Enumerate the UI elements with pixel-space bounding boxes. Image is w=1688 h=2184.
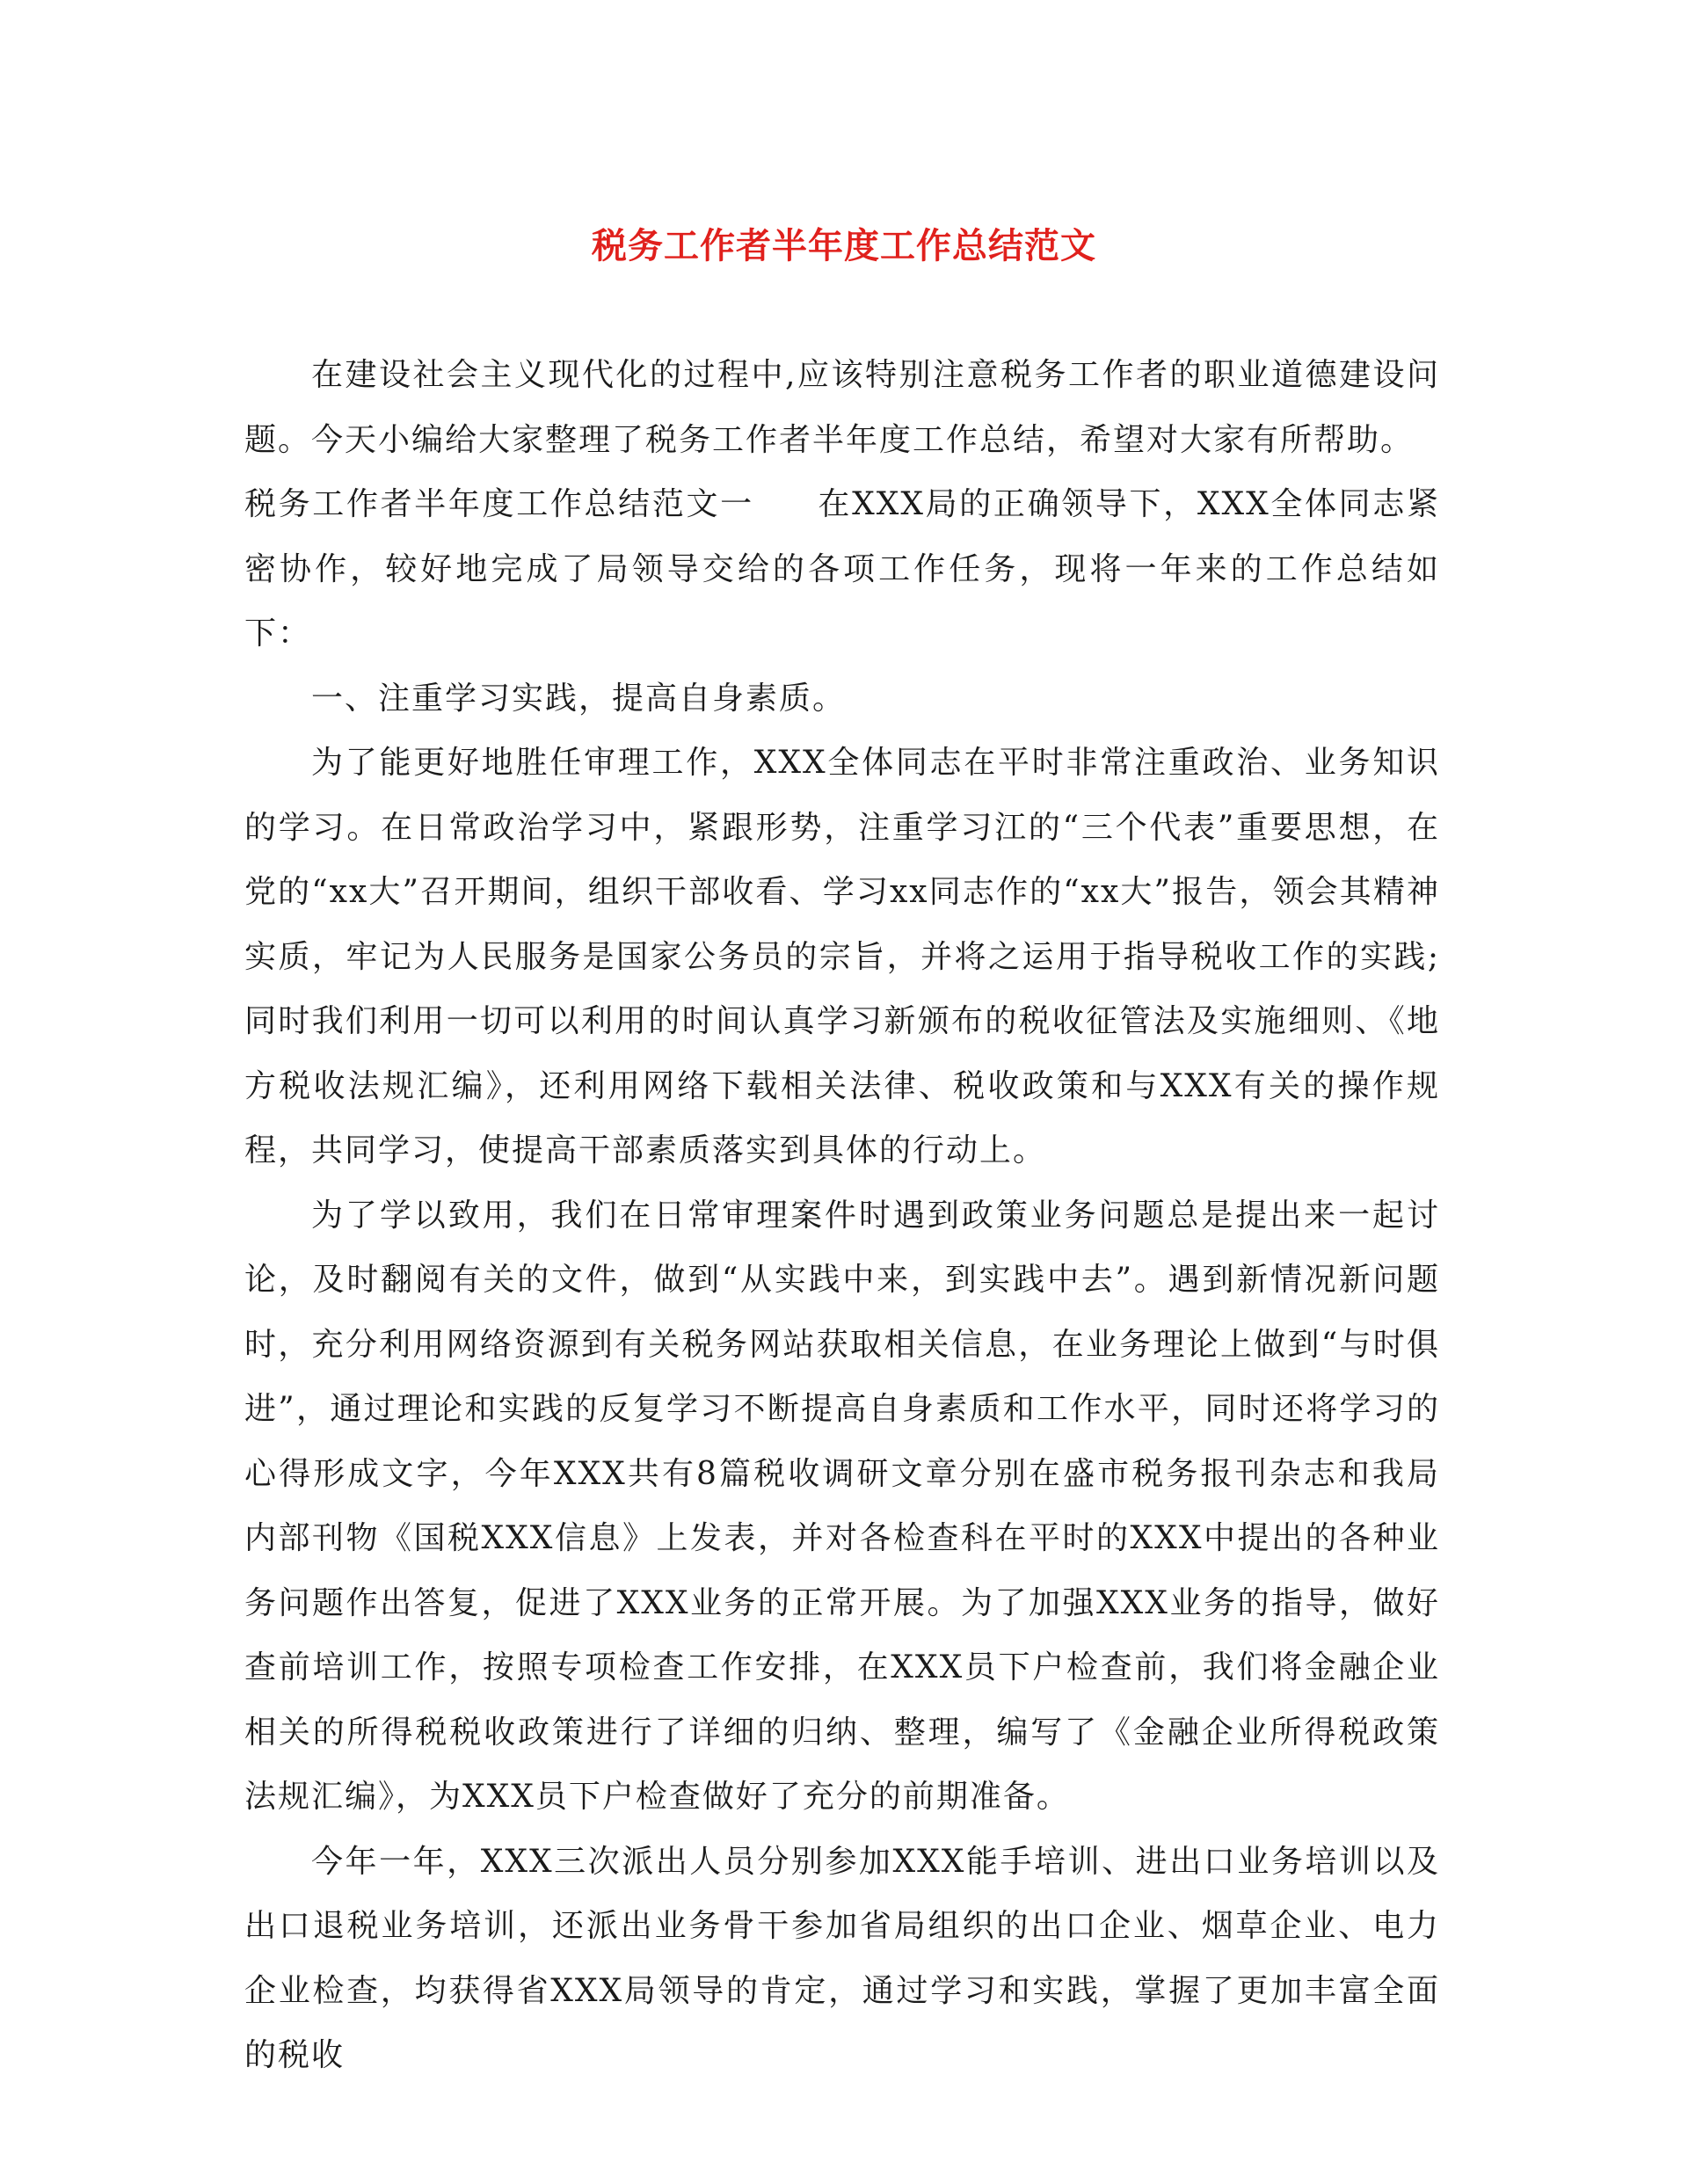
intro-paragraph: 在建设社会主义现代化的过程中,应该特别注意税务工作者的职业道德建设问题。今天小编给大家整理了税务工作者半年度工作总结，希望对大家有所帮助。 [244,357,1440,458]
section-paragraph [244,472,1440,666]
document-body [244,343,1440,2088]
section-title: 税务工作者半年度工作总结范文一 [244,486,754,522]
section-lead: 在XXX局的正确领导下，XXX全体同志紧密协作，较好地完成了局领导交给的各项工作任务，现将一年来的工作总结如下： [244,486,1440,652]
heading-1: 一、注重学习实践，提高自身素质。 [311,680,847,717]
document-title: 税务工作者半年度工作总结范文 [592,226,1096,266]
paragraph-1: 为了能更好地胜任审理工作，XXX全体同志在平时非常注重政治、业务知识的学习。在日常政治学习中，紧跟形势，注重学习江的“三个代表”重要思想，在党的“xx大”召开期间，组织干部收看、学习xx同志作的“xx大”报告，领会其精神实质，牢记为人民服务是国家公务员的宗旨，并将之运用于指导税收工作的实践;同时我们利用一切可以利用的时间认真学习新颁布的税收征管法及实施细则、《地方税收法规汇编》，还利用网络下载相关法律、税收政策和与XXX有关的操作规程，共同学习，使提高干部素质落实到具体的行动上。 [244,745,1440,1168]
paragraph-3: 今年一年，XXX三次派出人员分别参加XXX能手培训、进出口业务培训以及出口退税业务培训，还派出业务骨干参加省局组织的出口企业、烟草企业、电力企业检查，均获得省XXX局领导的肯定，通过学习和实践，掌握了更加丰富全面的税收 [244,1843,1440,2073]
paragraph-2: 为了学以致用，我们在日常审理案件时遇到政策业务问题总是提出来一起讨论，及时翻阅有关的文件，做到“从实践中来，到实践中去”。遇到新情况新问题时，充分利用网络资源到有关税务网站获取相关信息，在业务理论上做到“与时俱进”，通过理论和实践的反复学习不断提高自身素质和工作水平，同时还将学习的心得形成文字，今年XXX共有8篇税收调研文章分别在盛市税务报刊杂志和我局内部刊物《国税XXX信息》上发表，并对各检查科在平时的XXX中提出的各种业务问题作出答复，促进了XXX业务的正常开展。为了加强XXX业务的指导，做好查前培训工作，按照专项检查工作安排，在XXX员下户检查前，我们将金融企业相关的所得税税收政策进行了详细的归纳、整理，编写了《金融企业所得税政策法规汇编》，为XXX员下户检查做好了充分的前期准备。 [244,1197,1440,1815]
